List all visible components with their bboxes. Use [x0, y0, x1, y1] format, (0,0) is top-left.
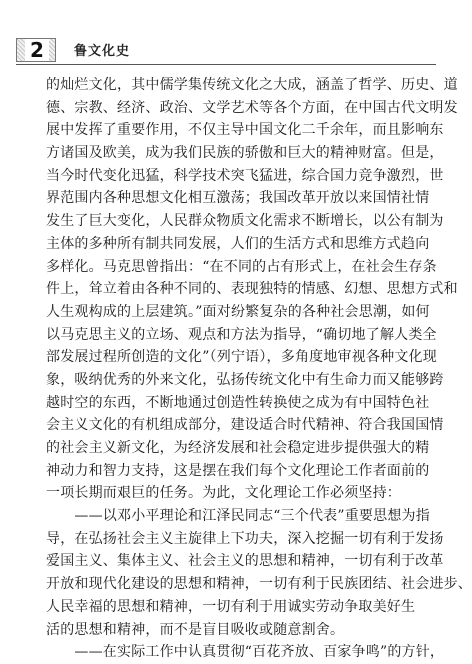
text-line: 会主义文化的有机组成部分，建设适合时代精神、符合我国国情 [46, 417, 444, 434]
text-line: 神动力和智力支持，这是摆在我们每个文化理论工作者面前的 [46, 462, 430, 479]
text-line: 人生观构成的上层建筑。”面对纷繁复杂的各种社会思潮，如何 [46, 303, 430, 320]
text-line: 越时空的东西，不断地通过创造性转换使之成为有中国特色社 [46, 394, 430, 411]
text-line: 德、宗教、经济、政治、文学艺术等各个方面，在中国古代文明发 [46, 99, 458, 116]
text-line: 多样化。马克思曾指出：“在不同的占有形式上，在社会生存条 [46, 258, 437, 275]
text-line: 展中发挥了重要作用，不仅主导中国文化二千余年，而且影响东 [46, 122, 444, 139]
text-line: 界范围内各种思想文化相互激荡；我国改革开放以来国情社情 [46, 190, 430, 207]
text-line: 当今时代变化迅猛，科学技术突飞猛进，综合国力竞争激烈，世 [46, 167, 444, 184]
text-line: 方诸国及欧美，成为我们民族的骄傲和巨大的精神财富。但是， [46, 145, 444, 162]
page-number: 2 [25, 39, 49, 61]
page-header [16, 38, 436, 62]
text-line: 件上，耸立着由各种不同的、表现独特的情感、幻想、思想方式和 [46, 281, 458, 298]
text-line: 发生了巨大变化，人民群众物质文化需求不断增长，以公有制为 [46, 213, 444, 230]
text-line: 主体的多种所有制共同发展，人们的生活方式和思维方式趋向 [46, 235, 430, 252]
text-line: 象，吸纳优秀的外来文化，弘扬传统文化中有生命力而又能够跨 [46, 371, 444, 388]
text-line: ——以邓小平理论和江泽民同志“三个代表”重要思想为指 [46, 508, 430, 525]
running-title: 鲁文化史 [74, 44, 131, 59]
text-line: 一项长期而艰巨的任务。为此，文化理论工作必须坚持： [46, 485, 401, 502]
header-rule [16, 64, 436, 65]
text-line: 部发展过程所创造的文化”（列宁语），多角度地审视各种文化现 [46, 349, 437, 366]
body-text [46, 74, 472, 664]
text-line: 的灿烂文化，其中儒学集传统文化之大成，涵盖了哲学、历史、道 [46, 77, 458, 93]
text-line: 人民幸福的思想和精神，一切有利于用诚实劳动争取美好生 [46, 598, 416, 615]
text-line: 的社会主义新文化，为经济发展和社会稳定进步提供强大的精 [46, 440, 430, 456]
text-line: 开放和现代化建设的思想和精神，一切有利于民族团结、社会进步、 [46, 576, 472, 593]
text-line: 爱国主义、集体主义、社会主义的思想和精神，一切有利于改革 [46, 553, 444, 570]
text-line: ——在实际工作中认真贯彻“百花齐放、百家争鸣”的方针， [46, 644, 445, 661]
text-line: 以马克思主义的立场、观点和方法为指导，“确切地了解人类全 [46, 326, 437, 343]
page-number-box [16, 38, 56, 62]
text-line: 活的思想和精神，而不是盲目吸收或随意割舍。 [46, 621, 345, 638]
text-line: 导，在弘扬社会主义主旋律上下功夫，深入挖掘一切有利于发扬 [46, 530, 444, 547]
